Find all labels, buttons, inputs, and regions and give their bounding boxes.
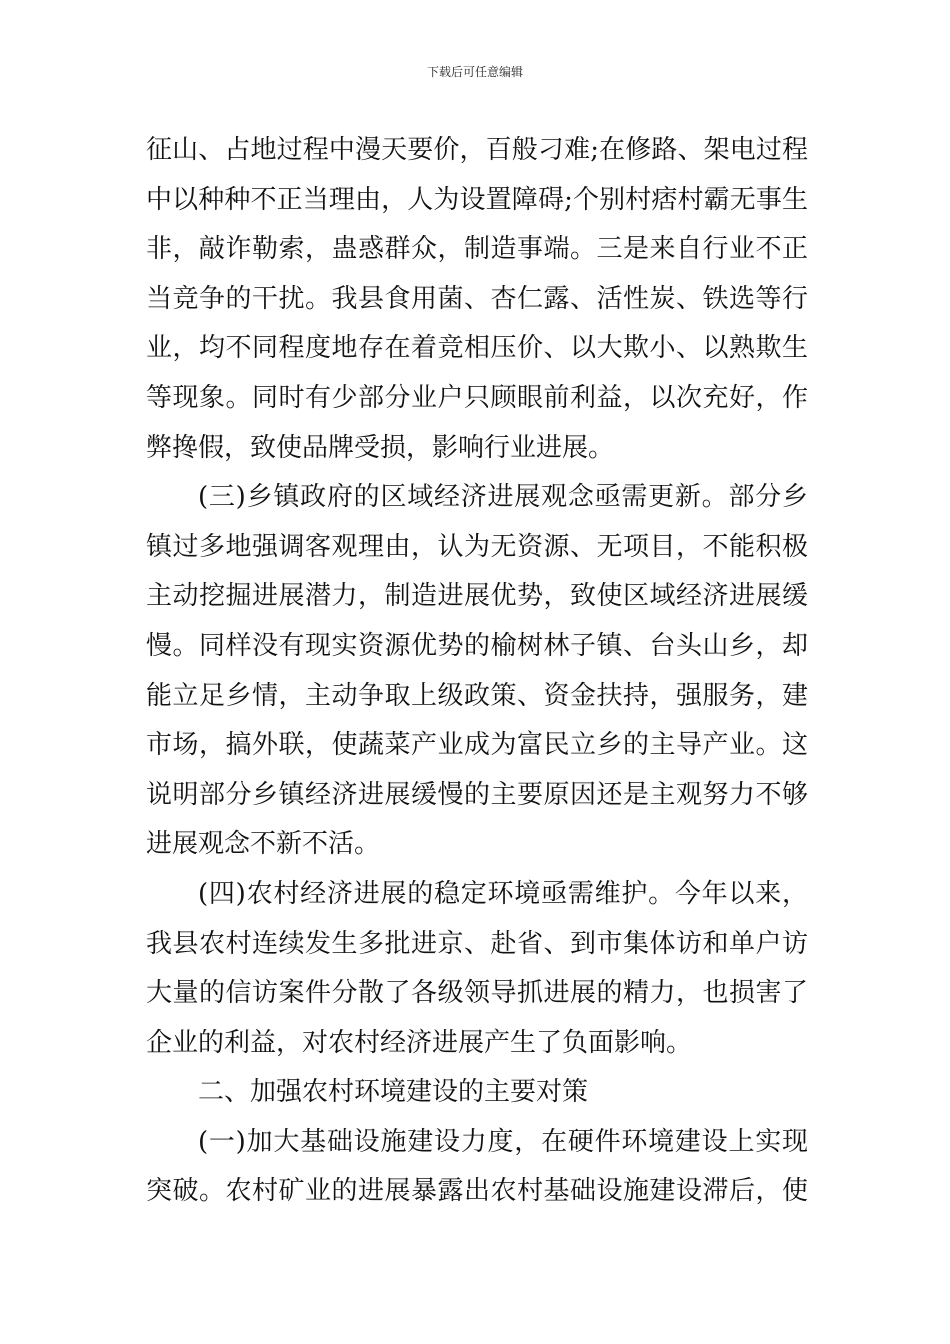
text-line: 慢。同样没有现实资源优势的榆树林子镇、台头山乡，却 bbox=[146, 630, 808, 661]
text-line: 中以种种不正当理由，人为设置障碍;个别村痞村霸无事生 bbox=[146, 184, 808, 215]
header-note: 下载后可任意编辑 bbox=[426, 65, 523, 79]
text-line: 弊搀假，致使品牌受损，影响行业进展。 bbox=[146, 432, 615, 463]
text-line: 说明部分乡镇经济进展缓慢的主要原因还是主观努力不够 bbox=[146, 779, 808, 810]
text-line: 主动挖掘进展潜力，制造进展优势，致使区域经济进展缓 bbox=[146, 581, 808, 612]
paragraph-start-line: (四)农村经济进展的稳定环境亟需维护。今年以来， bbox=[198, 878, 808, 909]
text-line: 能立足乡情，主动争取上级政策、资金扶持，强服务，建 bbox=[146, 680, 808, 711]
text-line: 征山、占地过程中漫天要价，百般刁难;在修路、架电过程 bbox=[146, 135, 808, 165]
text-line: 市场，搞外联，使蔬菜产业成为富民立乡的主导产业。这 bbox=[146, 730, 808, 761]
text-line: 我县农村连续发生多批进京、赴省、到市集体访和单户访 bbox=[146, 928, 808, 959]
paragraph-start-line: (三)乡镇政府的区域经济进展观念亟需更新。部分乡 bbox=[198, 482, 808, 513]
text-line: 非，敲诈勒索，蛊惑群众，制造事端。三是来自行业不正 bbox=[146, 234, 808, 265]
text-line: 大量的信访案件分散了各级领导抓进展的精力，也损害了 bbox=[146, 978, 808, 1009]
text-line: 当竞争的干扰。我县食用菌、杏仁露、活性炭、铁选等行 bbox=[146, 283, 808, 314]
text-line: 业，均不同程度地存在着竞相压价、以大欺小、以熟欺生 bbox=[146, 333, 808, 364]
text-line: 镇过多地强调客观理由，认为无资源、无项目，不能积极 bbox=[146, 531, 808, 562]
text-line: 突破。农村矿业的进展暴露出农村基础设施建设滞后，使 bbox=[146, 1176, 808, 1207]
text-line: 等现象。同时有少部分业户只顾眼前利益，以次充好，作 bbox=[146, 382, 808, 413]
section-heading: 二、加强农村环境建设的主要对策 bbox=[198, 1077, 589, 1108]
document-body bbox=[146, 126, 808, 1217]
paragraph-start-line: (一)加大基础设施建设力度，在硬件环境建设上实现 bbox=[198, 1126, 808, 1157]
text-line: 企业的利益，对农村经济进展产生了负面影响。 bbox=[146, 1027, 693, 1058]
text-line: 进展观念不新不活。 bbox=[146, 829, 381, 860]
